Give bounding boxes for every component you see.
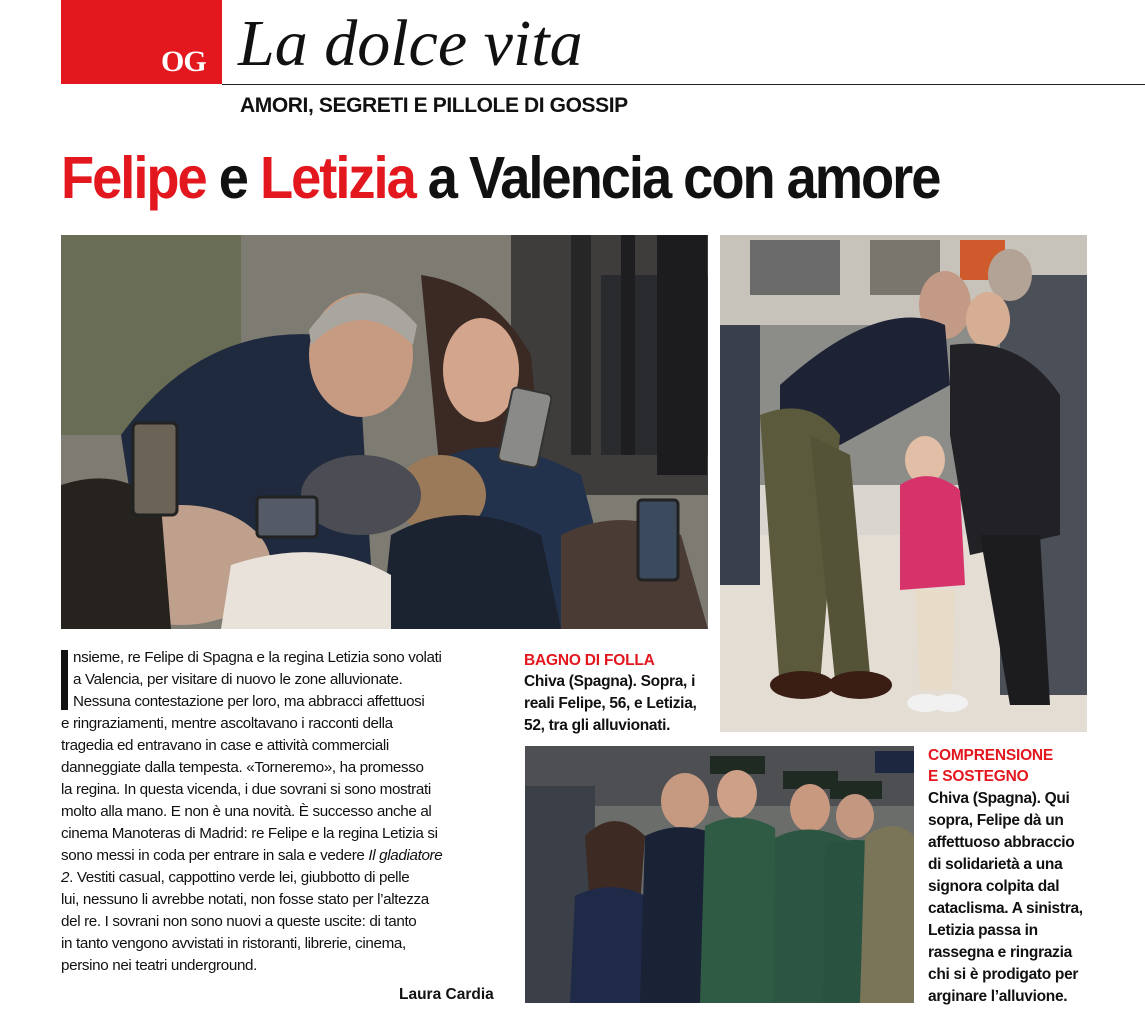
caption-line: reali Felipe, 56, e Letizia, (524, 695, 697, 712)
article-line: persino nei teatri underground. (61, 957, 258, 974)
author-byline: Laura Cardia (399, 986, 494, 1003)
caption-line: affettuoso abbraccio (928, 834, 1075, 851)
caption-body-bagno (524, 671, 714, 737)
caption-line: di solidarietà a una (928, 856, 1063, 873)
article-line: cinema Manoteras di Madrid: re Felipe e la regina Letizia si (61, 825, 438, 842)
caption-line: Chiva (Spagna). Sopra, i (524, 673, 696, 690)
caption-line: sopra, Felipe dà un (928, 812, 1064, 829)
photo-felipe-hug (720, 235, 1087, 732)
caption-line: chi si è prodigato per (928, 966, 1079, 983)
caption-line: rassegna e ringrazia (928, 944, 1072, 961)
caption-line: signora colpita dal (928, 878, 1060, 895)
caption-line: arginare l’alluvione. (928, 988, 1068, 1005)
headline-connector: e (205, 145, 260, 211)
caption-title-line: COMPRENSIONE (928, 747, 1054, 764)
article-line: e ringraziamenti, mentre ascoltavano i racconti della (61, 715, 393, 732)
caption-line: Letizia passa in (928, 922, 1038, 939)
article-line: a Valencia, per visitare di nuovo le zone alluvionate. (73, 671, 403, 688)
caption-title-bagno: BAGNO DI FOLLA (524, 652, 655, 669)
headline-name-felipe: Felipe (61, 145, 206, 211)
caption-line: Chiva (Spagna). Qui (928, 790, 1070, 807)
film-title-suffix: 2 (61, 869, 70, 886)
article-line: in tanto vengono avvistati in ristoranti, librerie, cinema, (61, 935, 406, 952)
article-body (61, 647, 505, 1013)
article-line: la regina. In questa vicenda, i due sovrani si sono mostrati (61, 781, 431, 798)
article-line: Nessuna contestazione per loro, ma abbracci affettuosi (73, 693, 425, 710)
caption-title-line: E SOSTEGNO (928, 768, 1029, 785)
photo-letizia-officers (525, 746, 914, 1003)
caption-line: cataclisma. A sinistra, (928, 900, 1083, 917)
header-divider (222, 84, 1145, 85)
caption-line: 52, tra gli alluvionati. (524, 717, 671, 734)
article-line: lui, nessuno li avrebbe notati, non fosse stato per l’altezza (61, 891, 429, 908)
headline-rest: a Valencia con amore (414, 145, 940, 211)
caption-title-comprensione (928, 745, 1053, 787)
film-title: Il gladiatore (368, 847, 443, 864)
section-logo: OG (161, 45, 206, 78)
section-title: La dolce vita (238, 7, 583, 80)
photo-royals-crowd (61, 235, 708, 629)
article-line (61, 867, 505, 889)
article-line: del re. I sovrani non sono nuovi a queste uscite: di tanto (61, 913, 417, 930)
headline-name-letizia: Letizia (259, 145, 415, 211)
article-line: molto alla mano. E non è una novità. È successo anche al (61, 803, 432, 820)
page-title (61, 140, 1055, 216)
article-line-text: sono messi in coda per entrare in sala e vedere (61, 847, 369, 864)
section-subtitle: AMORI, SEGRETI E PILLOLE DI GOSSIP (240, 94, 628, 117)
article-line: tragedia ed entravano in case e attività commerciali (61, 737, 389, 754)
article-line: nsieme, re Felipe di Spagna e la regina Letizia sono volati (73, 649, 442, 666)
article-line (61, 845, 505, 867)
caption-body-comprensione (928, 788, 1118, 1008)
article-line-text: . Vestiti casual, cappottino verde lei, giubbotto di pelle (69, 869, 410, 886)
article-line: danneggiate dalla tempesta. «Torneremo», ha promesso (61, 759, 424, 776)
